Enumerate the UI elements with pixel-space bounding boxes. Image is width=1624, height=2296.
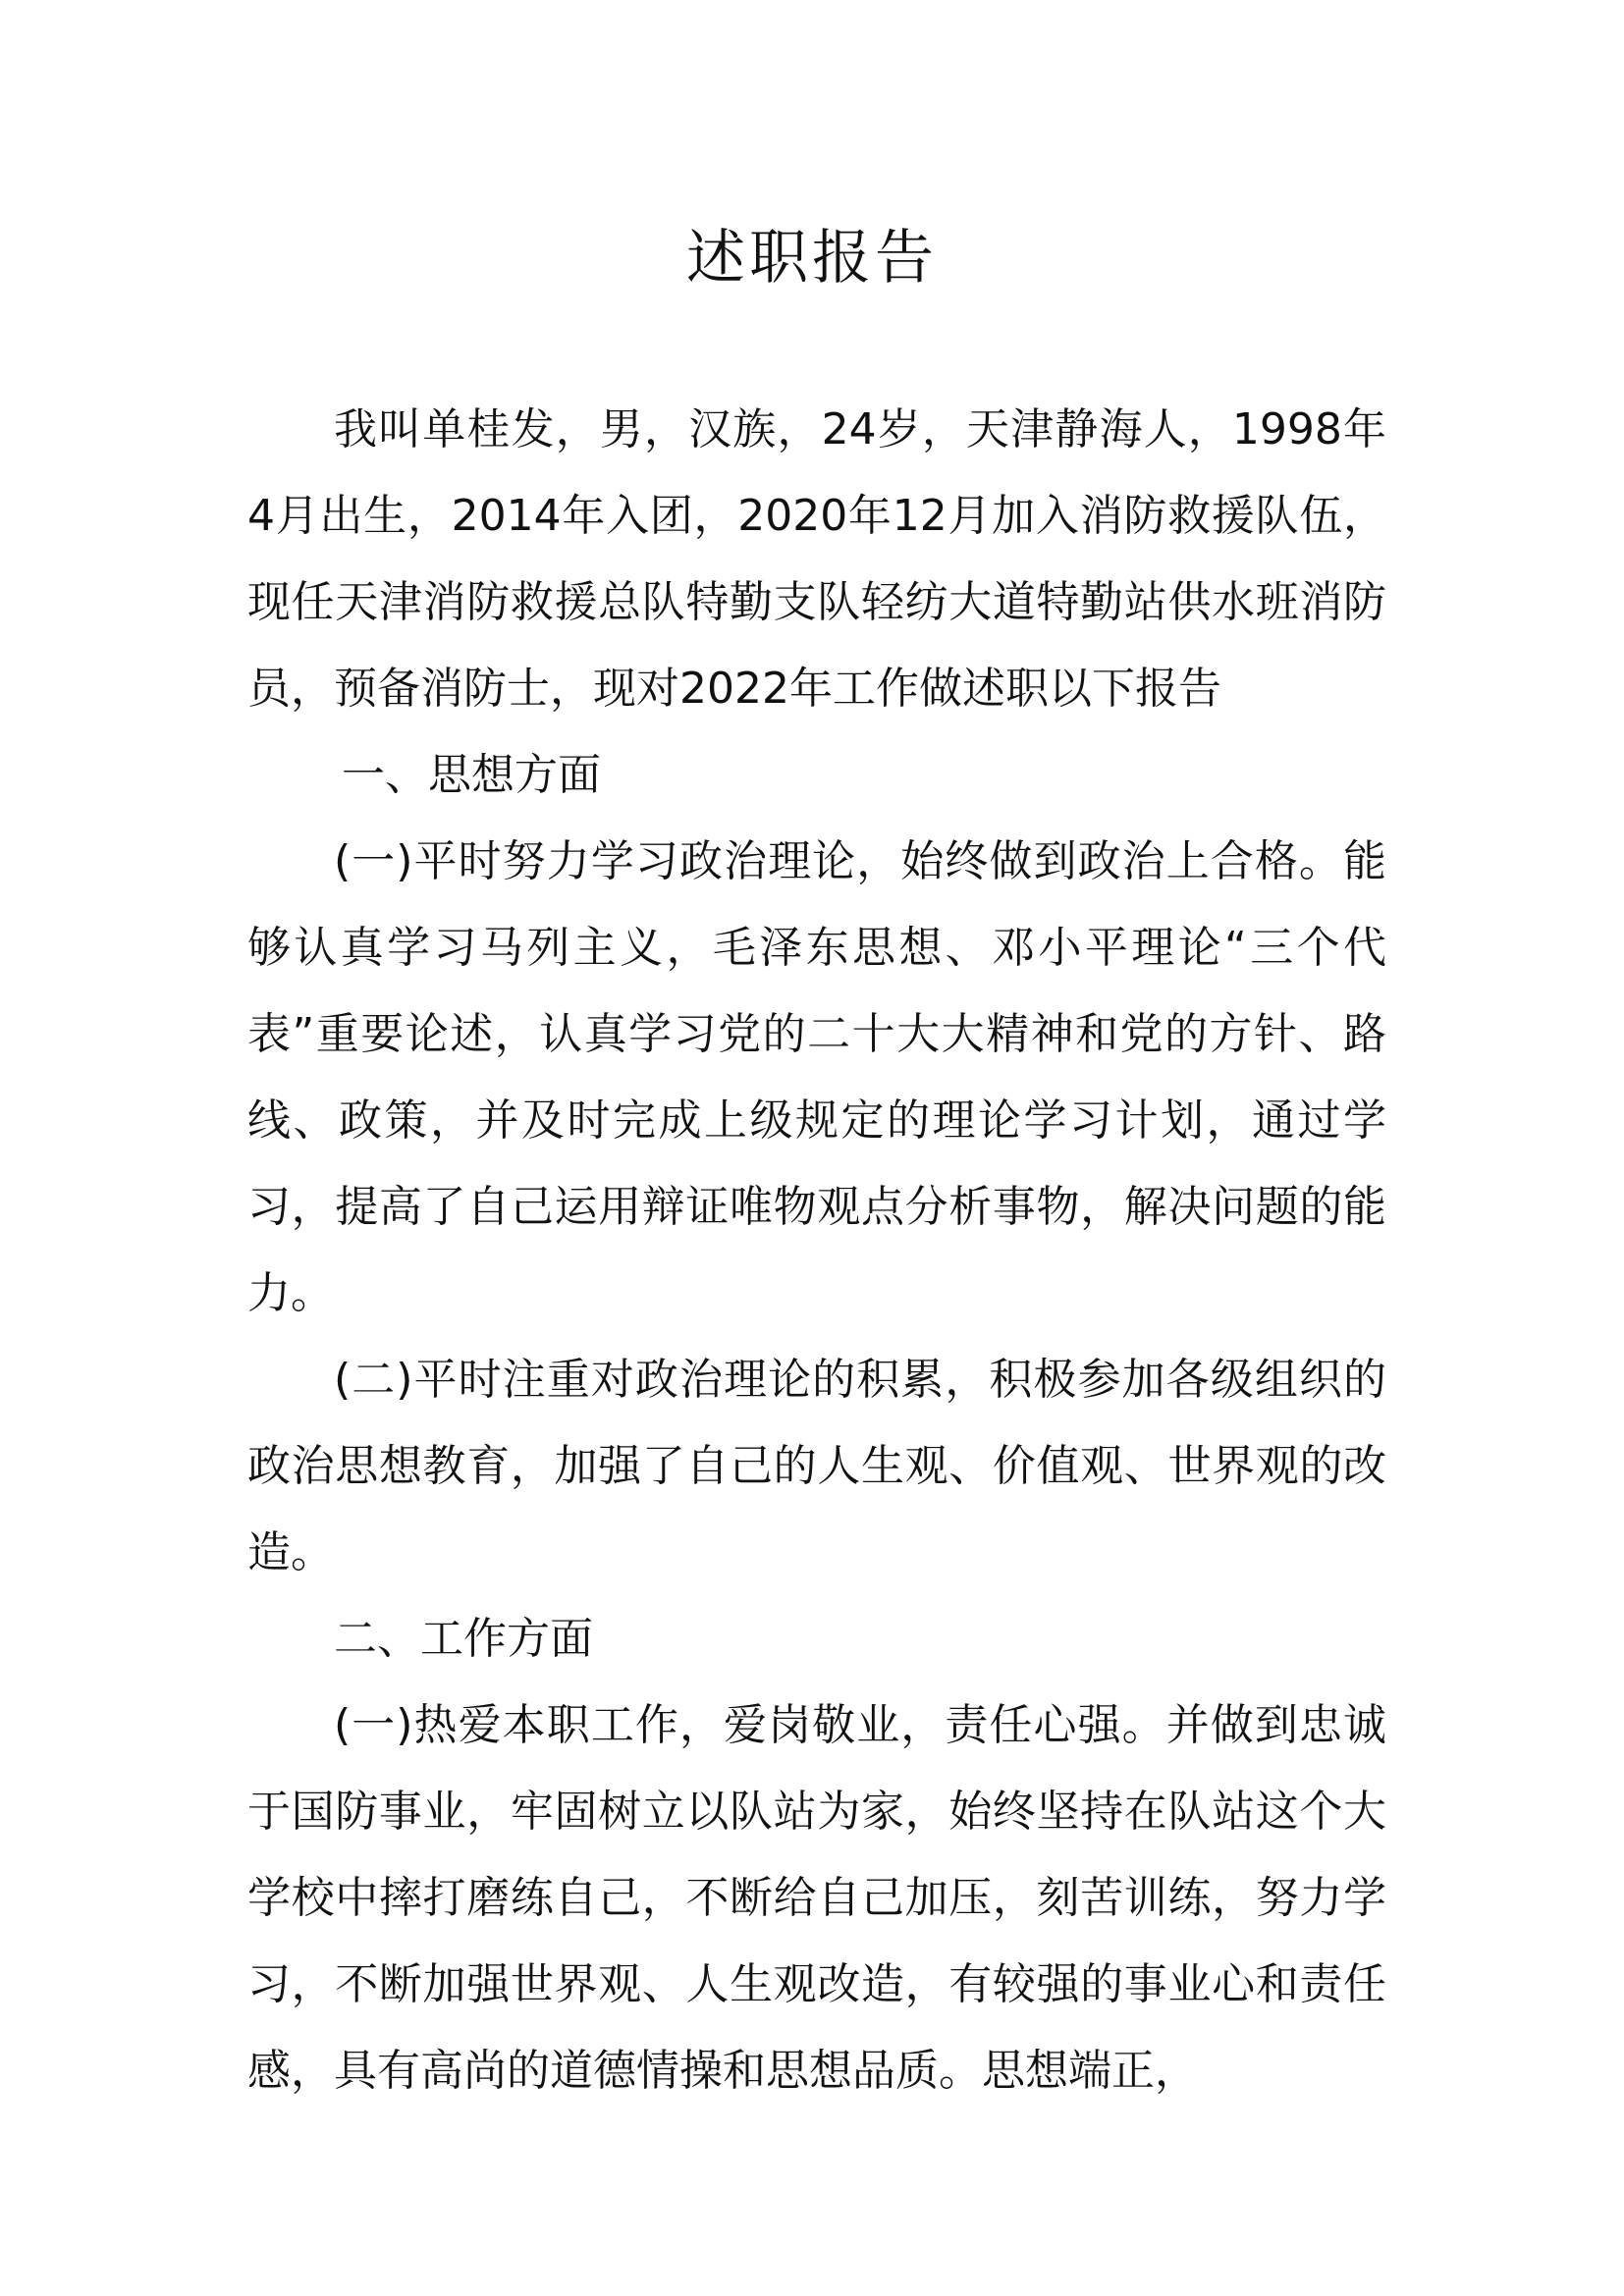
paragraph-thought-2: (二)平时注重对政治理论的积累，积极参加各级组织的政治思想教育，加强了自己的人生观、价值观、世界观的改造。 [247, 1355, 1386, 1577]
paragraph-thought-1: (一)平时努力学习政治理论，始终做到政治上合格。能够认真学习马列主义，毛泽东思想、邓小平理论“三个代表”重要论述，认真学习党的二十大大精神和党的方针、路线、政策，并及时完成上级规定的理论学习计划，通过学习，提高了自己运用辩证唯物观点分析事物，解决问题的能力。 [247, 836, 1386, 1318]
document-body [247, 387, 1386, 2114]
section-heading-work: 二、工作方面 [334, 1614, 593, 1664]
section-heading-thought: 一、思想方面 [342, 750, 601, 800]
document-title: 述职报告 [686, 224, 938, 293]
paragraph-intro: 我叫单桂发，男，汉族，24岁，天津静海人，1998年4月出生，2014年入团，2020年12月加入消防救援队伍，现任天津消防救援总队特勤支队轻纺大道特勤站供水班消防员，预备消防士，现对2022年工作做述职以下报告 [247, 404, 1386, 714]
paragraph-work-1: (一)热爱本职工作，爱岗敬业，责任心强。并做到忠诚于国防事业，牢固树立以队站为家，始终坚持在队站这个大学校中摔打磨练自己，不断给自己加压，刻苦训练，努力学习，不断加强世界观、人生观改造，有较强的事业心和责任感，具有高尚的道德情操和思想品质。思想端正， [247, 1700, 1386, 2096]
